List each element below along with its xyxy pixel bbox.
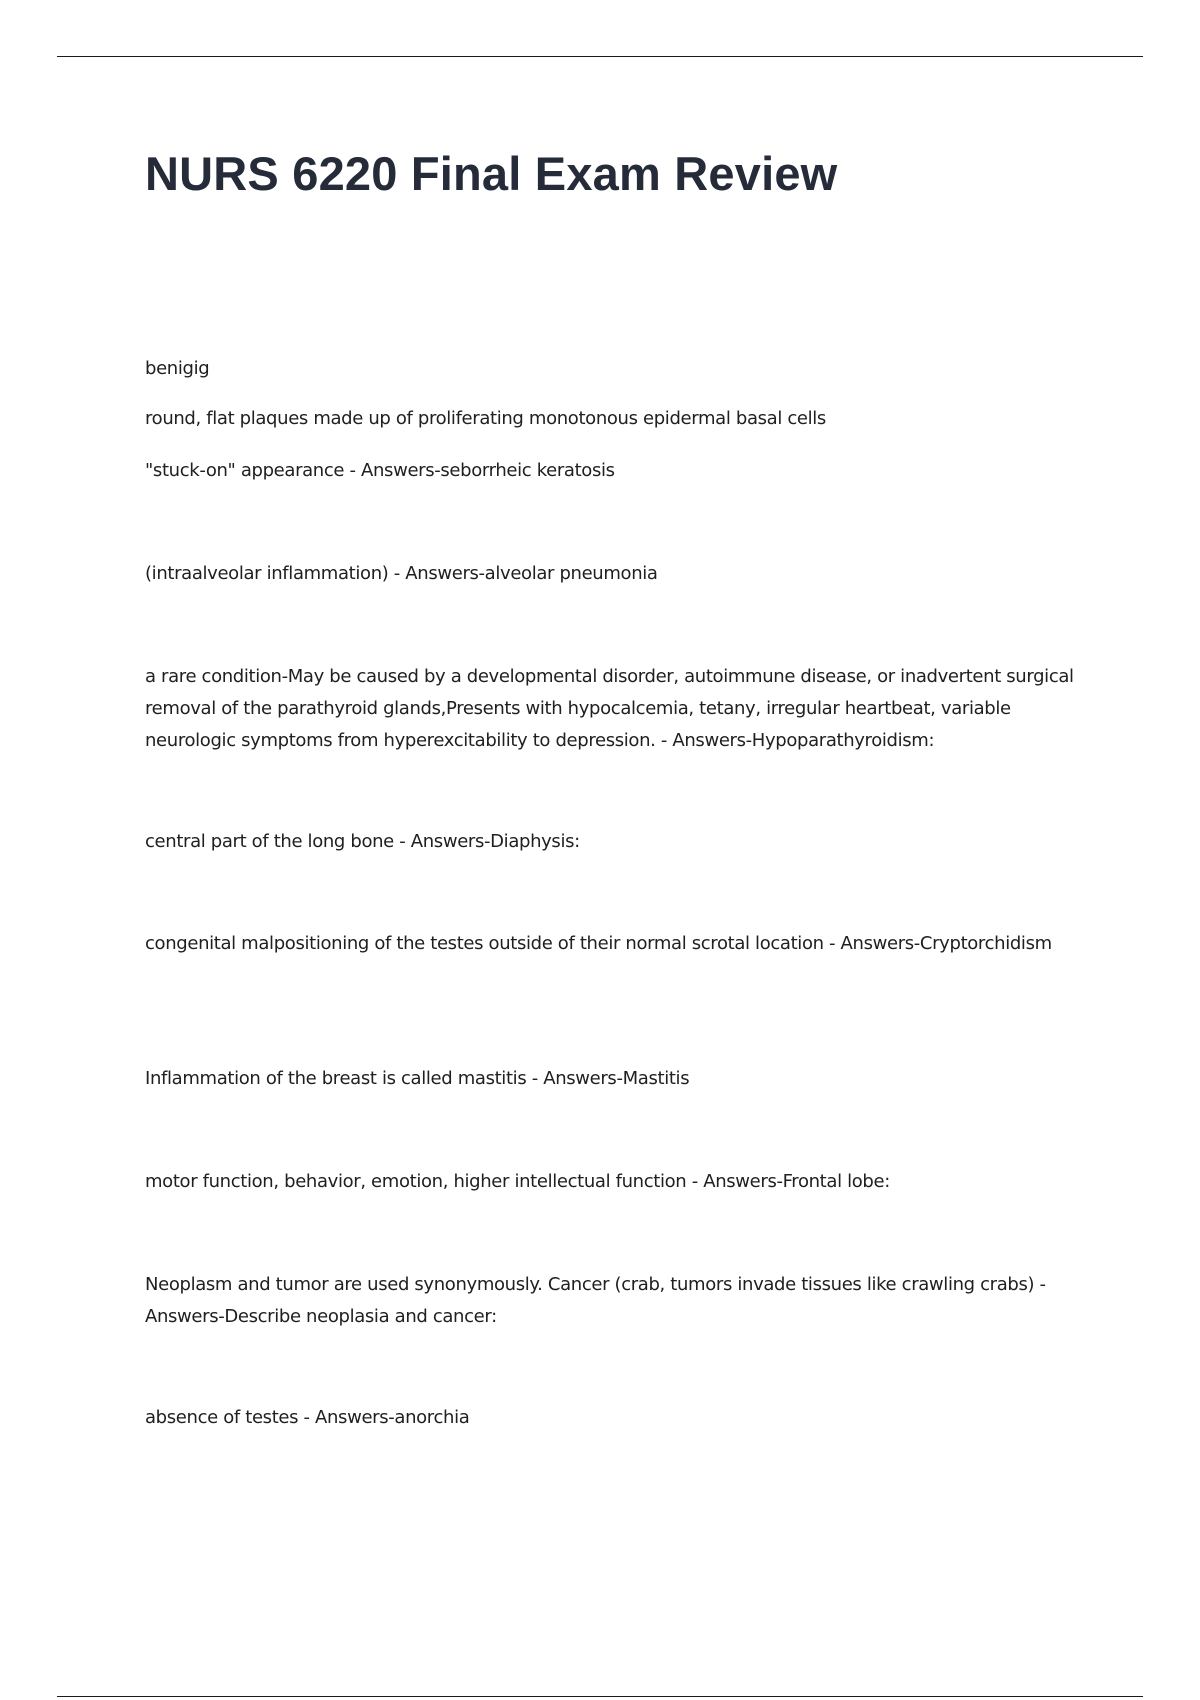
entry-text: motor function, behavior, emotion, higher intellectual function - Answers-Frontal lobe: xyxy=(145,1171,890,1192)
entry-text: Inflammation of the breast is called mastitis - Answers-Mastitis xyxy=(145,1068,690,1089)
entry-text: "stuck-on" appearance - Answers-seborrheic keratosis xyxy=(145,460,615,481)
bottom-divider xyxy=(57,1696,1143,1697)
entry-text: a rare condition-May be caused by a developmental disorder, autoimmune disease, or inadvertent surgical removal of the parathyroid glands,Presents with hypocalcemia, tetany, irregular heartbeat, variable neurologic symptoms from hyperexcitability to depression. - Answers-Hypoparathyroidism: xyxy=(145,666,1074,751)
entry-text: congenital malpositioning of the testes outside of their normal scrotal location - Answers-Cryptorchidism xyxy=(145,933,1052,954)
entry-text: round, flat plaques made up of proliferating monotonous epidermal basal cells xyxy=(145,408,826,429)
entry-text: (intraalveolar inflammation) - Answers-alveolar pneumonia xyxy=(145,563,658,584)
entry-text: central part of the long bone - Answers-Diaphysis: xyxy=(145,831,580,852)
entry-text: absence of testes - Answers-anorchia xyxy=(145,1407,470,1428)
entry-text: Neoplasm and tumor are used synonymously. Cancer (crab, tumors invade tissues like crawling crabs) - Answers-Describe neoplasia and cancer: xyxy=(145,1274,1046,1327)
top-divider xyxy=(57,56,1143,57)
entry-text: benigig xyxy=(145,358,210,379)
page-title: NURS 6220 Final Exam Review xyxy=(145,147,838,200)
